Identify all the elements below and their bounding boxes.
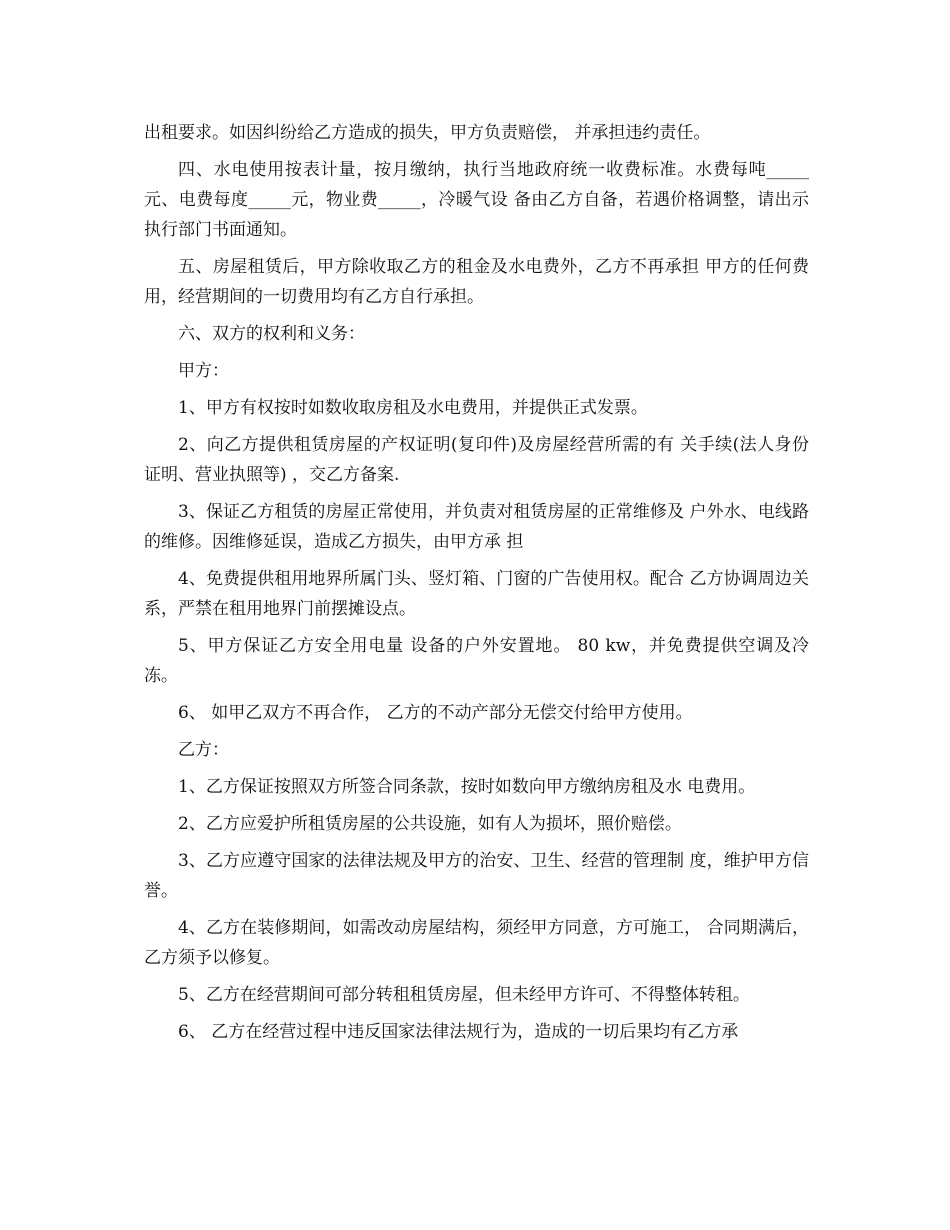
party-b-item-4: 4、乙方在装修期间，如需改动房屋结构，须经甲方同意，方可施工， 合同期满后，乙方须予以修复。 — [144, 918, 809, 968]
party-b-item-3: 3、乙方应遵守国家的法律法规及甲方的治安、卫生、经营的管理制 度，维护甲方信誉。 — [144, 851, 809, 901]
party-b-item-6: 6、 乙方在经营过程中违反国家法律法规行为，造成的一切后果均有乙方承 — [178, 1022, 739, 1042]
party-b-item-2: 2、乙方应爱护所租赁房屋的公共设施，如有人为损坏，照价赔偿。 — [178, 814, 682, 834]
document-body — [144, 118, 809, 1054]
party-a-item-2: 2、向乙方提供租赁房屋的产权证明(复印件)及房屋经营所需的有 关手续(法人身份证明、营业执照等) ，交乙方备案. — [144, 435, 809, 485]
paragraph-clause-4-utilities: 四、水电使用按表计量，按月缴纳，执行当地政府统一收费标准。水费每吨_____元、电费每度_____元，物业费_____，冷暖气设 备由乙方自备，若遇价格调整，请出示执行部门书面通知。 — [144, 160, 809, 240]
party-a-item-1: 1、甲方有权按时如数收取房租及水电费用，并提供正式发票。 — [178, 398, 648, 418]
paragraph-clause-6-heading: 六、双方的权利和义务： — [178, 324, 365, 344]
party-b-item-1: 1、乙方保证按照双方所签合同条款，按时如数向甲方缴纳房租及水 电费用。 — [178, 777, 756, 797]
party-a-item-5: 5、甲方保证乙方安全用电量 设备的户外安置地。 80 kw，并免费提供空调及冷冻。 — [144, 636, 809, 686]
party-a-item-3: 3、保证乙方租赁的房屋正常使用，并负责对租赁房屋的正常维修及 户外水、电线路的维修。因维修延误，造成乙方损失，由甲方承 担 — [144, 502, 809, 552]
party-a-item-4: 4、免费提供租用地界所属门头、竖灯箱、门窗的广告使用权。配合 乙方协调周边关系，严禁在租用地界门前摆摊设点。 — [144, 569, 809, 619]
party-b-item-5: 5、乙方在经营期间可部分转租租赁房屋，但未经甲方许可、不得整体转租。 — [178, 985, 750, 1005]
paragraph-continuation: 出租要求。如因纠纷给乙方造成的损失，甲方负责赔偿， 并承担违约责任。 — [144, 123, 711, 143]
party-a-heading: 甲方： — [178, 361, 229, 381]
party-a-item-6: 6、 如甲乙双方不再合作， 乙方的不动产部分无偿交付给甲方使用。 — [178, 703, 693, 723]
paragraph-clause-5-fees: 五、房屋租赁后，甲方除收取乙方的租金及水电费外，乙方不再承担 甲方的任何费用，经营期间的一切费用均有乙方自行承担。 — [144, 257, 809, 307]
party-b-heading: 乙方： — [178, 740, 229, 760]
